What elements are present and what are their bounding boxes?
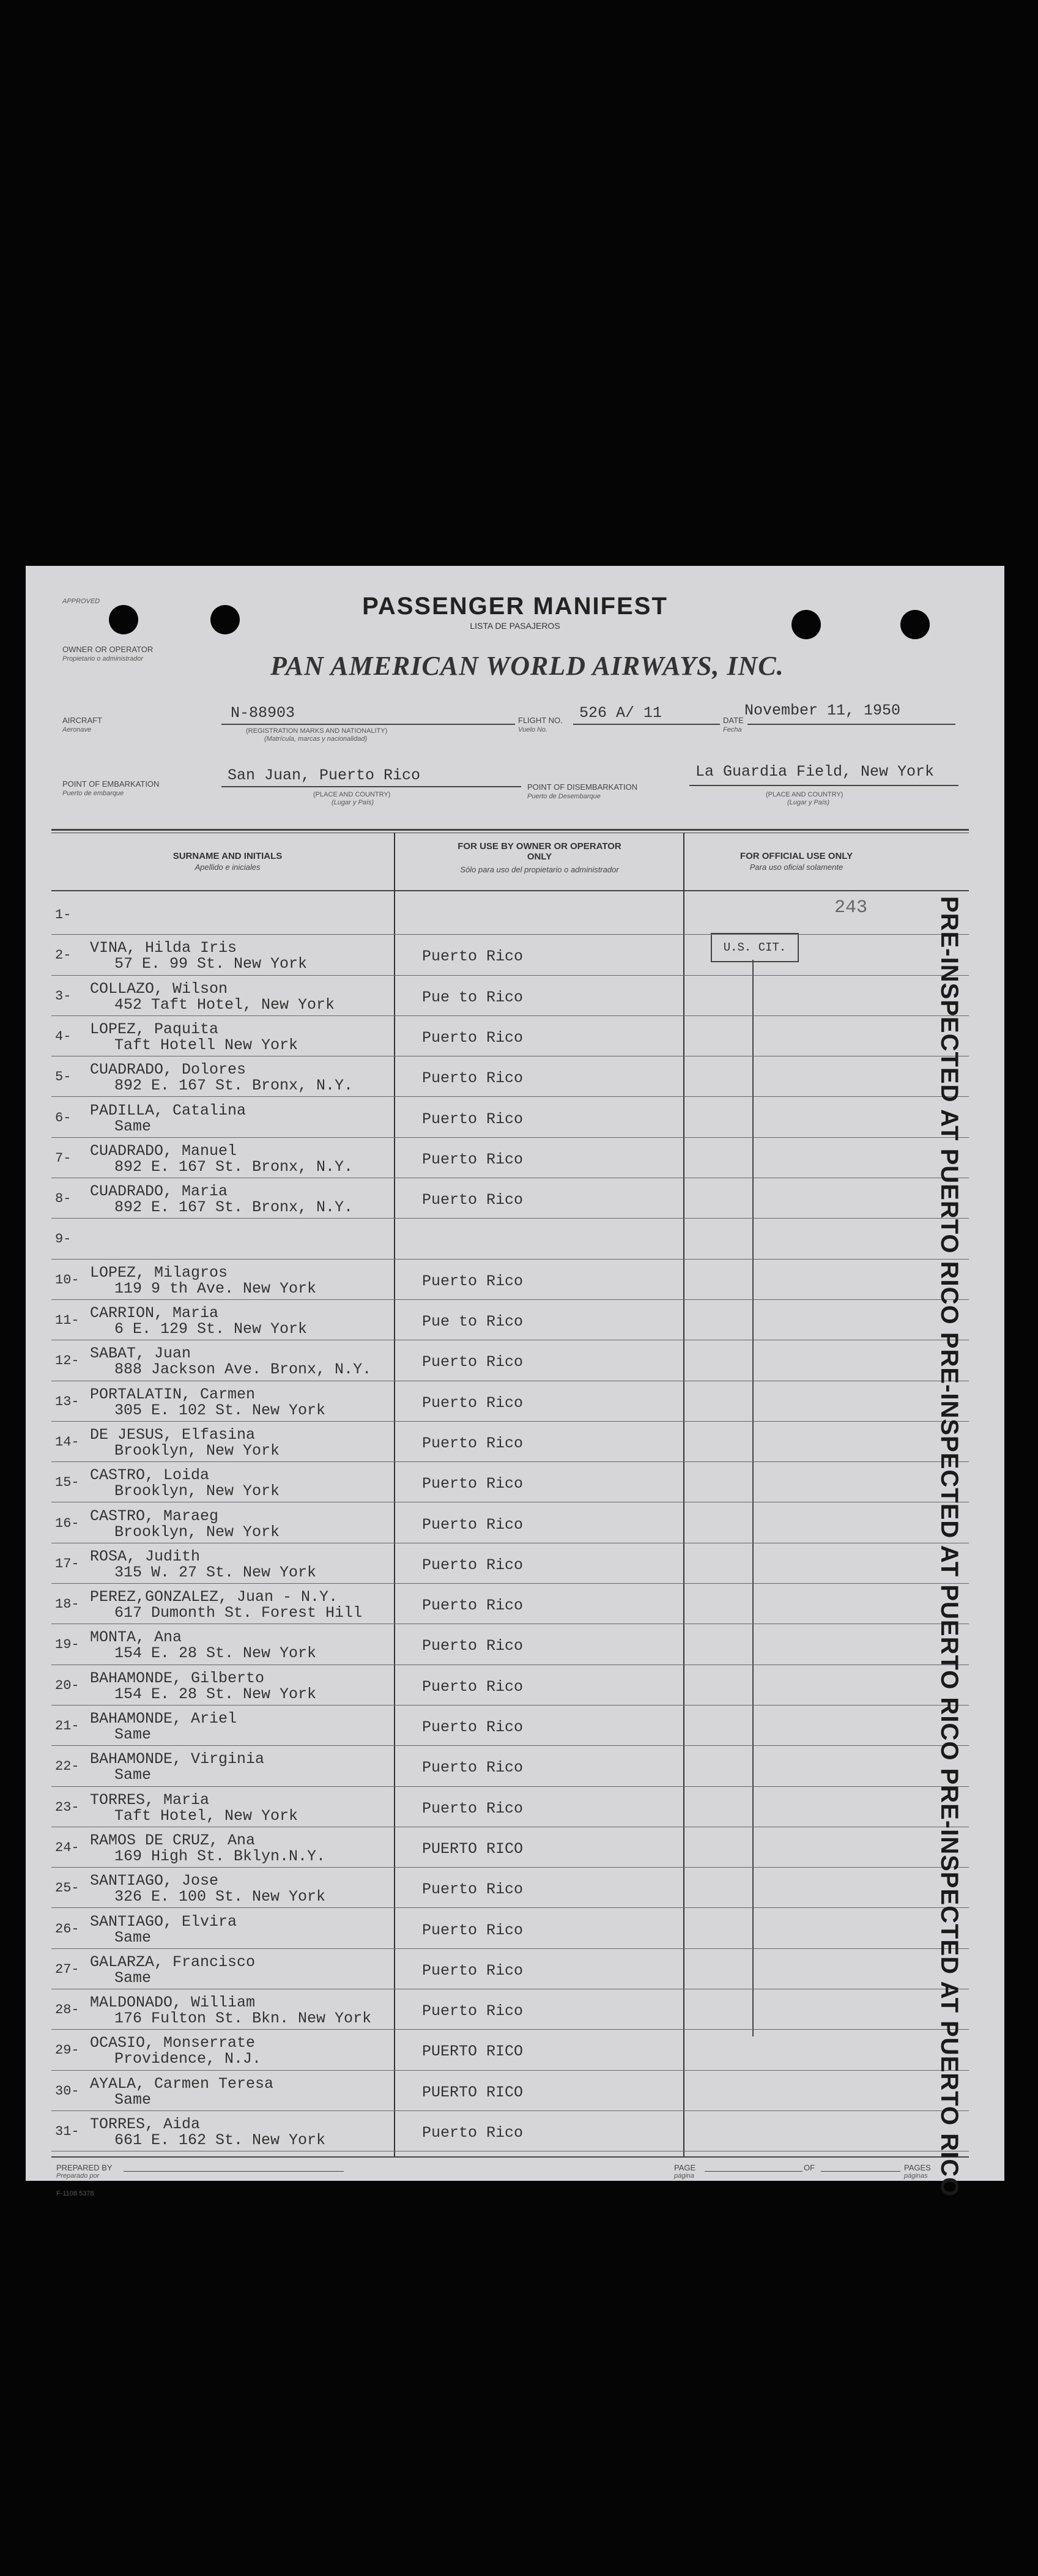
disembark-value: La Guardia Field, New York bbox=[695, 763, 935, 781]
aircraft-caption: (REGISTRATION MARKS AND NATIONALITY) bbox=[246, 727, 388, 735]
row-number: 23- bbox=[55, 1799, 80, 1815]
passenger-name: AYALA, Carmen Teresa bbox=[90, 2074, 274, 2093]
passenger-address: 452 Taft Hotel, New York bbox=[114, 995, 335, 1014]
passenger-name: CUADRADO, Dolores bbox=[90, 1061, 247, 1079]
disembark-label-es: Puerto de Desembarque bbox=[527, 793, 601, 800]
passenger-address: Same bbox=[114, 1726, 152, 1743]
row-number: 8- bbox=[55, 1191, 72, 1207]
passenger-address: Same bbox=[114, 1766, 152, 1784]
passenger-address: 6 E. 129 St. New York bbox=[114, 1320, 308, 1338]
passenger-name: TORRES, Aida bbox=[90, 2115, 201, 2133]
passenger-residence: Pue to Rico bbox=[422, 1313, 524, 1331]
passenger-name: BAHAMONDE, Ariel bbox=[90, 1710, 237, 1728]
passenger-residence: Puerto Rico bbox=[422, 1515, 524, 1534]
row-number: 24- bbox=[55, 1839, 80, 1855]
passenger-residence: Puerto Rico bbox=[422, 1961, 524, 1980]
col-sub-owner: Sólo para uso del propietario o administrador bbox=[460, 865, 619, 874]
passenger-residence: Puerto Rico bbox=[422, 1150, 524, 1168]
passenger-residence: PUERTO RICO bbox=[422, 2043, 524, 2061]
row-number: 21- bbox=[55, 1718, 80, 1734]
prepared-by-label-es: Preparado por bbox=[56, 2172, 100, 2180]
row-number: 7- bbox=[55, 1150, 72, 1166]
passenger-address: Same bbox=[114, 1969, 152, 1987]
passenger-address: 119 9 th Ave. New York bbox=[114, 1279, 317, 1297]
passenger-name: CASTRO, Maraeg bbox=[90, 1507, 219, 1525]
passenger-address: 169 High St. Bklyn.N.Y. bbox=[114, 1847, 326, 1865]
passenger-address: 176 Fulton St. Bkn. New York bbox=[114, 2010, 372, 2028]
row-number: 16- bbox=[55, 1515, 80, 1531]
manifest-page bbox=[26, 566, 1004, 2197]
embark-value: San Juan, Puerto Rico bbox=[228, 766, 421, 784]
passenger-row bbox=[26, 1787, 1004, 1824]
col-sub-name: Apellido e iniciales bbox=[195, 863, 261, 872]
approval-note: APPROVED bbox=[62, 598, 100, 605]
passenger-row bbox=[26, 1868, 1004, 1905]
pre-inspected-stamp bbox=[931, 896, 968, 2197]
page-label: PAGE bbox=[674, 2163, 696, 2172]
passenger-name: CUADRADO, Maria bbox=[90, 1182, 228, 1201]
col-sub-official: Para uso oficial solamente bbox=[749, 863, 843, 872]
passenger-row bbox=[26, 1625, 1004, 1661]
row-number: 6- bbox=[55, 1110, 72, 1126]
row-number: 25- bbox=[55, 1880, 80, 1896]
row-number: 4- bbox=[55, 1028, 72, 1044]
row-number: 18- bbox=[55, 1597, 80, 1613]
passenger-address: 305 E. 102 St. New York bbox=[114, 1401, 326, 1419]
prepared-by-label: PREPARED BY bbox=[56, 2163, 113, 2172]
passenger-row bbox=[26, 2071, 1004, 2108]
aircraft-value: N-88903 bbox=[231, 704, 295, 722]
passenger-residence: Puerto Rico bbox=[422, 1028, 524, 1047]
passenger-address: 892 E. 167 St. Bronx, N.Y. bbox=[114, 1157, 354, 1176]
col-head-official: FOR OFFICIAL USE ONLY bbox=[740, 851, 853, 861]
row-number: 12- bbox=[55, 1353, 80, 1369]
passenger-address: 326 E. 100 St. New York bbox=[114, 1888, 326, 1906]
date-value: November 11, 1950 bbox=[744, 702, 901, 719]
passenger-row bbox=[26, 1504, 1004, 1540]
embark-caption-es: (Lugar y País) bbox=[332, 799, 374, 806]
passenger-address: 315 W. 27 St. New York bbox=[114, 1563, 317, 1581]
company-name: PAN AMERICAN WORLD AIRWAYS, INC. bbox=[270, 651, 784, 681]
passenger-row bbox=[26, 1017, 1004, 1053]
passenger-address: Taft Hotell New York bbox=[114, 1036, 298, 1054]
passenger-address: Brooklyn, New York bbox=[114, 1441, 280, 1460]
row-number: 26- bbox=[55, 1921, 80, 1937]
passenger-row bbox=[26, 1422, 1004, 1459]
passenger-residence: Puerto Rico bbox=[422, 1110, 524, 1128]
passenger-row bbox=[26, 1260, 1004, 1297]
passenger-name: DE JESUS, Elfasina bbox=[90, 1425, 256, 1444]
passenger-address: Brooklyn, New York bbox=[114, 1523, 280, 1541]
disembark-label: POINT OF DISEMBARKATION bbox=[527, 782, 638, 792]
passenger-name: COLLAZO, Wilson bbox=[90, 979, 228, 998]
aircraft-label-es: Aeronave bbox=[62, 726, 92, 733]
passenger-address: Same bbox=[114, 2090, 152, 2109]
passenger-name: MALDONADO, William bbox=[90, 1994, 256, 2012]
row-number: 13- bbox=[55, 1394, 80, 1409]
passenger-residence: Puerto Rico bbox=[422, 1759, 524, 1777]
passenger-address: 892 E. 167 St. Bronx, N.Y. bbox=[114, 1198, 354, 1217]
passenger-row bbox=[26, 1706, 1004, 1743]
passenger-residence: Puerto Rico bbox=[422, 2124, 524, 2142]
passenger-residence: Puerto Rico bbox=[422, 1597, 524, 1615]
passenger-residence: Puerto Rico bbox=[422, 948, 524, 966]
passenger-address: Same bbox=[114, 1117, 152, 1135]
passenger-row bbox=[26, 1666, 1004, 1702]
aircraft-caption-es: (Matrícula, marcas y nacionalidad) bbox=[264, 735, 368, 743]
pre-inspected-text: PRE-INSPECTED AT PUERTO RICO PRE-INSPECTED AT PUERTO RICO PRE-INSPECTED AT PUERTO RICO bbox=[936, 896, 963, 2197]
passenger-residence: Puerto Rico bbox=[422, 1191, 524, 1209]
passenger-row bbox=[26, 1382, 1004, 1419]
passenger-residence: PUERTO RICO bbox=[422, 1839, 524, 1858]
passenger-address: Taft Hotel, New York bbox=[114, 1806, 298, 1825]
passenger-residence: Puerto Rico bbox=[422, 1475, 524, 1493]
flight-number: 526 A/ 11 bbox=[579, 704, 662, 722]
row-number: 1- bbox=[55, 907, 72, 922]
passenger-row bbox=[26, 1098, 1004, 1135]
passenger-row bbox=[26, 1746, 1004, 1783]
passenger-name: GALARZA, Francisco bbox=[90, 1953, 256, 1971]
passenger-row bbox=[26, 1544, 1004, 1581]
passenger-residence: Puerto Rico bbox=[422, 1637, 524, 1655]
flight-label-es: Vuelo No. bbox=[518, 726, 548, 733]
embark-caption: (PLACE AND COUNTRY) bbox=[313, 791, 391, 798]
passenger-row bbox=[26, 1584, 1004, 1621]
manifest-title: PASSENGER MANIFEST bbox=[362, 593, 668, 620]
row-number: 3- bbox=[55, 988, 72, 1004]
passenger-row bbox=[26, 935, 1004, 972]
row-number: 27- bbox=[55, 1961, 80, 1977]
passenger-name: BAHAMONDE, Gilberto bbox=[90, 1669, 265, 1687]
passenger-name: RAMOS DE CRUZ, Ana bbox=[90, 1831, 256, 1849]
row-number: 29- bbox=[55, 2043, 80, 2058]
passenger-residence: PUERTO RICO bbox=[422, 2083, 524, 2101]
passenger-row bbox=[26, 1950, 1004, 1986]
passenger-row bbox=[26, 1301, 1004, 1337]
passenger-name: SABAT, Juan bbox=[90, 1345, 191, 1363]
disembark-caption: (PLACE AND COUNTRY) bbox=[766, 791, 843, 798]
passenger-row bbox=[26, 1057, 1004, 1094]
row-number: 11- bbox=[55, 1313, 80, 1328]
passenger-name: ROSA, Judith bbox=[90, 1547, 201, 1565]
row-number: 10- bbox=[55, 1272, 80, 1288]
row-number: 19- bbox=[55, 1637, 80, 1653]
passenger-name: SANTIAGO, Jose bbox=[90, 1872, 219, 1890]
passenger-residence: Puerto Rico bbox=[422, 1799, 524, 1817]
passenger-name: CUADRADO, Manuel bbox=[90, 1141, 237, 1160]
passenger-address: 57 E. 99 St. New York bbox=[114, 955, 308, 973]
passenger-address: 154 E. 28 St. New York bbox=[114, 1685, 317, 1703]
pages-label-es: páginas bbox=[904, 2172, 928, 2180]
passenger-name: LOPEZ, Milagros bbox=[90, 1263, 228, 1282]
embark-label: POINT OF EMBARKATION bbox=[62, 779, 160, 789]
passenger-residence: Puerto Rico bbox=[422, 1394, 524, 1412]
passenger-residence: Puerto Rico bbox=[422, 1272, 524, 1290]
row-number: 2- bbox=[55, 948, 72, 963]
row-number: 28- bbox=[55, 2002, 80, 2018]
passenger-name: SANTIAGO, Elvira bbox=[90, 1912, 237, 1931]
passenger-row bbox=[26, 1179, 1004, 1216]
passenger-row bbox=[26, 1909, 1004, 1946]
passenger-residence: Puerto Rico bbox=[422, 1880, 524, 1899]
form-code: F-1108 5378 bbox=[56, 2190, 94, 2197]
page-label-es: página bbox=[674, 2172, 695, 2180]
passenger-row bbox=[26, 1138, 1004, 1175]
passenger-name: BAHAMONDE, Virginia bbox=[90, 1750, 265, 1769]
passenger-name: LOPEZ, Paquita bbox=[90, 1020, 219, 1038]
passenger-residence: Puerto Rico bbox=[422, 1434, 524, 1452]
row-number: 20- bbox=[55, 1677, 80, 1693]
passenger-row bbox=[26, 1828, 1004, 1865]
manifest-subtitle: LISTA DE PASAJEROS bbox=[470, 621, 560, 631]
passenger-name: MONTA, Ana bbox=[90, 1628, 182, 1647]
passenger-name: TORRES, Maria bbox=[90, 1791, 210, 1809]
passenger-residence: Puerto Rico bbox=[422, 1677, 524, 1696]
pages-label: PAGES bbox=[904, 2163, 931, 2172]
row-number: 15- bbox=[55, 1475, 80, 1491]
row-number: 5- bbox=[55, 1069, 72, 1085]
passenger-row bbox=[26, 2030, 1004, 2067]
passenger-name: VINA, Hilda Iris bbox=[90, 939, 237, 957]
date-label: DATE bbox=[723, 716, 744, 725]
passenger-name: PEREZ,GONZALEZ, Juan - N.Y. bbox=[90, 1588, 338, 1606]
passenger-name: CASTRO, Loida bbox=[90, 1466, 210, 1485]
passenger-address: Brooklyn, New York bbox=[114, 1482, 280, 1501]
passenger-residence: Puerto Rico bbox=[422, 1921, 524, 1939]
owner-label-es: Propietario o administrador bbox=[62, 655, 144, 663]
row-number: 22- bbox=[55, 1759, 80, 1775]
passenger-row bbox=[26, 1990, 1004, 2027]
aircraft-label: AIRCRAFT bbox=[62, 716, 102, 725]
passenger-name: PADILLA, Catalina bbox=[90, 1101, 247, 1119]
us-citizen-stamp: U.S. CIT. bbox=[711, 933, 799, 962]
row-number: 30- bbox=[55, 2083, 80, 2099]
owner-label: OWNER OR OPERATOR bbox=[62, 645, 154, 654]
passenger-residence: Puerto Rico bbox=[422, 2002, 524, 2021]
row-number: 17- bbox=[55, 1556, 80, 1572]
passenger-row bbox=[26, 2112, 1004, 2148]
passenger-name: CARRION, Maria bbox=[90, 1304, 219, 1322]
passenger-address: 888 Jackson Ave. Bronx, N.Y. bbox=[114, 1360, 372, 1379]
passenger-residence: Puerto Rico bbox=[422, 1718, 524, 1736]
passenger-row bbox=[26, 1219, 1004, 1256]
passenger-address: 892 E. 167 St. Bronx, N.Y. bbox=[114, 1077, 354, 1095]
passenger-row bbox=[26, 895, 1004, 932]
row-number: 9- bbox=[55, 1231, 72, 1247]
passenger-row bbox=[26, 1341, 1004, 1378]
passenger-row bbox=[26, 976, 1004, 1013]
passenger-name: PORTALATIN, Carmen bbox=[90, 1385, 256, 1403]
embark-label-es: Puerto de embarque bbox=[62, 790, 124, 797]
passenger-address: 154 E. 28 St. New York bbox=[114, 1644, 317, 1663]
passenger-residence: Puerto Rico bbox=[422, 1556, 524, 1574]
passenger-address: 617 Dumonth St. Forest Hill bbox=[114, 1604, 363, 1622]
passenger-row bbox=[26, 1463, 1004, 1499]
passenger-residence: Puerto Rico bbox=[422, 1353, 524, 1372]
date-label-es: Fecha bbox=[723, 726, 742, 733]
passenger-residence: Puerto Rico bbox=[422, 1069, 524, 1088]
official-count: 243 bbox=[834, 897, 868, 918]
passenger-residence: Pue to Rico bbox=[422, 988, 524, 1006]
passenger-name: OCASIO, Monserrate bbox=[90, 2034, 256, 2052]
flight-label: FLIGHT NO. bbox=[518, 716, 563, 725]
row-number: 14- bbox=[55, 1434, 80, 1450]
passenger-address: Providence, N.J. bbox=[114, 2050, 262, 2068]
col-head-name: SURNAME AND INITIALS bbox=[172, 851, 283, 861]
disembark-caption-es: (Lugar y País) bbox=[787, 799, 830, 806]
of-label: OF bbox=[804, 2163, 815, 2172]
row-number: 31- bbox=[55, 2124, 80, 2139]
passenger-address: 661 E. 162 St. New York bbox=[114, 2131, 326, 2149]
col-head-owner: FOR USE BY OWNER OR OPERATOR ONLY bbox=[458, 841, 621, 862]
passenger-address: Same bbox=[114, 1928, 152, 1947]
